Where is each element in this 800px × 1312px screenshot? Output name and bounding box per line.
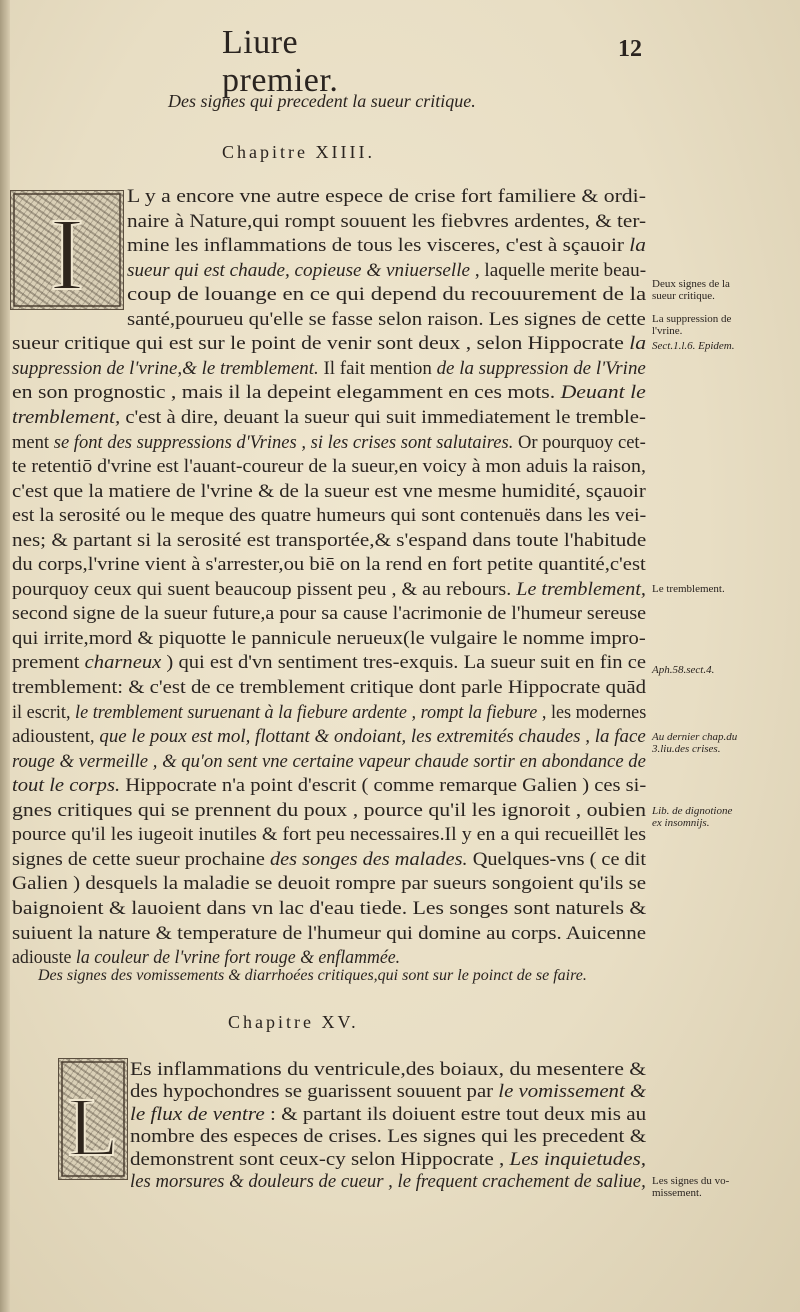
text-line-content: le flux de ventre : & partant ils doiuent estre tout deux mis au [130,1103,647,1125]
margin-note-line: Sect.1.l.6. Epidem. [652,340,735,352]
margin-note-line: missement. [652,1187,702,1199]
text-line-content: les morsures & douleurs de cueur , le frequent crachement de saliue, [130,1171,646,1192]
text-line-content: coup de louange en ce qui depend du recouurement de la [127,284,647,306]
chapter-heading: Chapitre XV. [228,1012,359,1032]
margin-note-line: Aph.58.sect.4. [652,664,715,676]
margin-note-line: ex insomnijs. [652,817,710,829]
margin-note [652,313,794,337]
margin-note [652,1175,794,1199]
text-line-content: tout le corps. Hippocrate n'a point d'escrit ( comme remarque Galien ) ces si- [12,775,647,797]
margin-note-line: 3.liu.des crises. [652,743,721,755]
text-line-content: tremblement, c'est à dire, deuant la sueur qui suit immediatement le tremble- [12,406,646,428]
text-line-content: du corps,l'vrine vient à s'arrester,ou biē on la rend en fort petite quantité,c'est [12,554,646,576]
text-line-content: est la serosité ou le meque des quatre humeurs qui sont contenuës dans les vei- [12,505,647,527]
text-line-content: rouge & vermeille , & qu'on sent vne certaine vapeur chaude sortir en abondance de [12,750,646,772]
text-line-content: gnes critiques qui se prennent du poux , pource qu'il les ignoroit , oubien [12,799,647,821]
text-line-content: ment se font des suppressions d'Vrines , si les crises sont salutaires. Or pourquoy cet- [12,431,646,453]
text-line-content: Es inflammations du ventricule,des boiaux, du mesentere & [130,1059,647,1080]
text-line-content: baignoient & lauoient dans vn lac d'eau tiede. Les songes sont naturels & [12,897,647,919]
chapter-heading: Chapitre XIIII. [222,142,375,162]
text-line-content: Galien ) desquels la maladie se deuoit rompre par sueurs songoient qu'ils se [12,873,647,895]
text-line-content: des hypochondres se guarissent souuent par le vomissement & [130,1081,647,1103]
text-line-content: naire à Nature,qui rompt souuent les fiebvres ardentes, & ter- [127,210,647,232]
margin-note [652,340,794,352]
text-line-content: pource qu'il les iugeoit inutiles & fort peu necessaires.Il y en a qui recueillēt les [12,824,646,846]
margin-note-line: Le tremblement. [652,583,725,595]
margin-note-line: Deux signes de la [652,278,730,290]
text-line-content: second signe de la sueur future,a pour sa cause l'acrimonie de l'humeur sereuse [12,603,647,625]
margin-note-line: Lib. de dignotione [652,805,733,817]
text-line-content: tremblement: & c'est de ce tremblement critique dont parle Hippocrate quād [12,677,647,698]
margin-note [652,805,794,829]
text-line-content: en son prognostic , mais il la depeint elegamment en ces mots. Deuant le [12,382,646,404]
text-line-content: santé,pourueu qu'elle se fasse selon raison. Les signes de cette [127,308,646,330]
svg-text:L: L [67,1081,119,1174]
text-line-content: signes de cette sueur prochaine des songes des malades. Quelques-vns ( ce dit [12,848,647,870]
text-line-content: mine les inflammations de tous les visceres, c'est à sçauoir la [127,235,646,257]
running-head: Liure premier. [222,24,339,99]
chapter-rubric: Des signes qui precedent la sueur critique. [168,91,476,111]
text-line-content: demonstrent sont ceux-cy selon Hippocrate , Les inquietudes, [130,1148,647,1170]
margin-note-line: l'vrine. [652,325,683,337]
text-line-content: te retentiō d'vrine est l'auant-coureur de la sueur,en voicy à mon aduis la raison, [12,456,646,478]
text-line-content: L y a encore vne autre espece de crise fort familiere & ordi- [127,186,646,207]
text-line-content: nombre des especes de crises. Les signes qui les precedent & [130,1126,647,1148]
text-line-content: qui irrite,mord & piquotte le pannicule nerueux(le vulgaire le nomme impro- [12,627,646,649]
text-line-content: nes; & partant si la serosité est transportée,& s'espand dans toute l'habitude [12,529,647,551]
chapter-rubric: Des signes des vomissements & diarrhoées critiques,qui sont sur le poinct de se faire. [38,967,587,984]
margin-note-line: La suppression de [652,313,732,325]
margin-note [652,278,794,302]
margin-note [652,664,794,676]
text-line-content: prement charneux ) qui est d'vn sentiment tres-exquis. La sueur suit en fin ce [12,652,647,674]
text-line-content: adioustent, que le poux est mol, flottant & ondoiant, les extremités chaudes , la face [12,726,646,748]
page-number: 12 [618,36,642,62]
margin-note-line: Au dernier chap.du [652,731,738,743]
text-line-content: c'est que la matiere de l'vrine & de la sueur est vne mesme humidité, sçauoir [12,480,646,502]
margin-note-line: Les signes du vo- [652,1175,730,1187]
margin-note-line: sueur critique. [652,290,715,302]
text-line-content: sueur qui est chaude, copieuse & vniuerselle , laquelle merite beau- [127,259,647,281]
text-line-content: suppression de l'vrine,& le tremblement. Il fait mention de la suppression de l'Vrine [12,357,646,379]
text-line-content: suiuent la nature & temperature de l'humeur qui domine au corps. Auicenne [12,922,647,944]
text-line-content: sueur critique qui est sur le point de venir sont deux , selon Hippocrate la [12,333,647,355]
text-line-content: il escrit, le tremblement suruenant à la fiebure ardente , rompt la fiebure , les modernes [12,701,647,723]
text-line-content: adiouste la couleur de l'vrine fort rouge & enflammée. [12,947,401,969]
svg-text:I: I [49,197,85,309]
text-line-content: pourquoy ceux qui suent beaucoup pissent peu , & au rebours. Le tremblement, [12,578,646,600]
margin-note [652,731,794,755]
margin-note [652,583,794,595]
